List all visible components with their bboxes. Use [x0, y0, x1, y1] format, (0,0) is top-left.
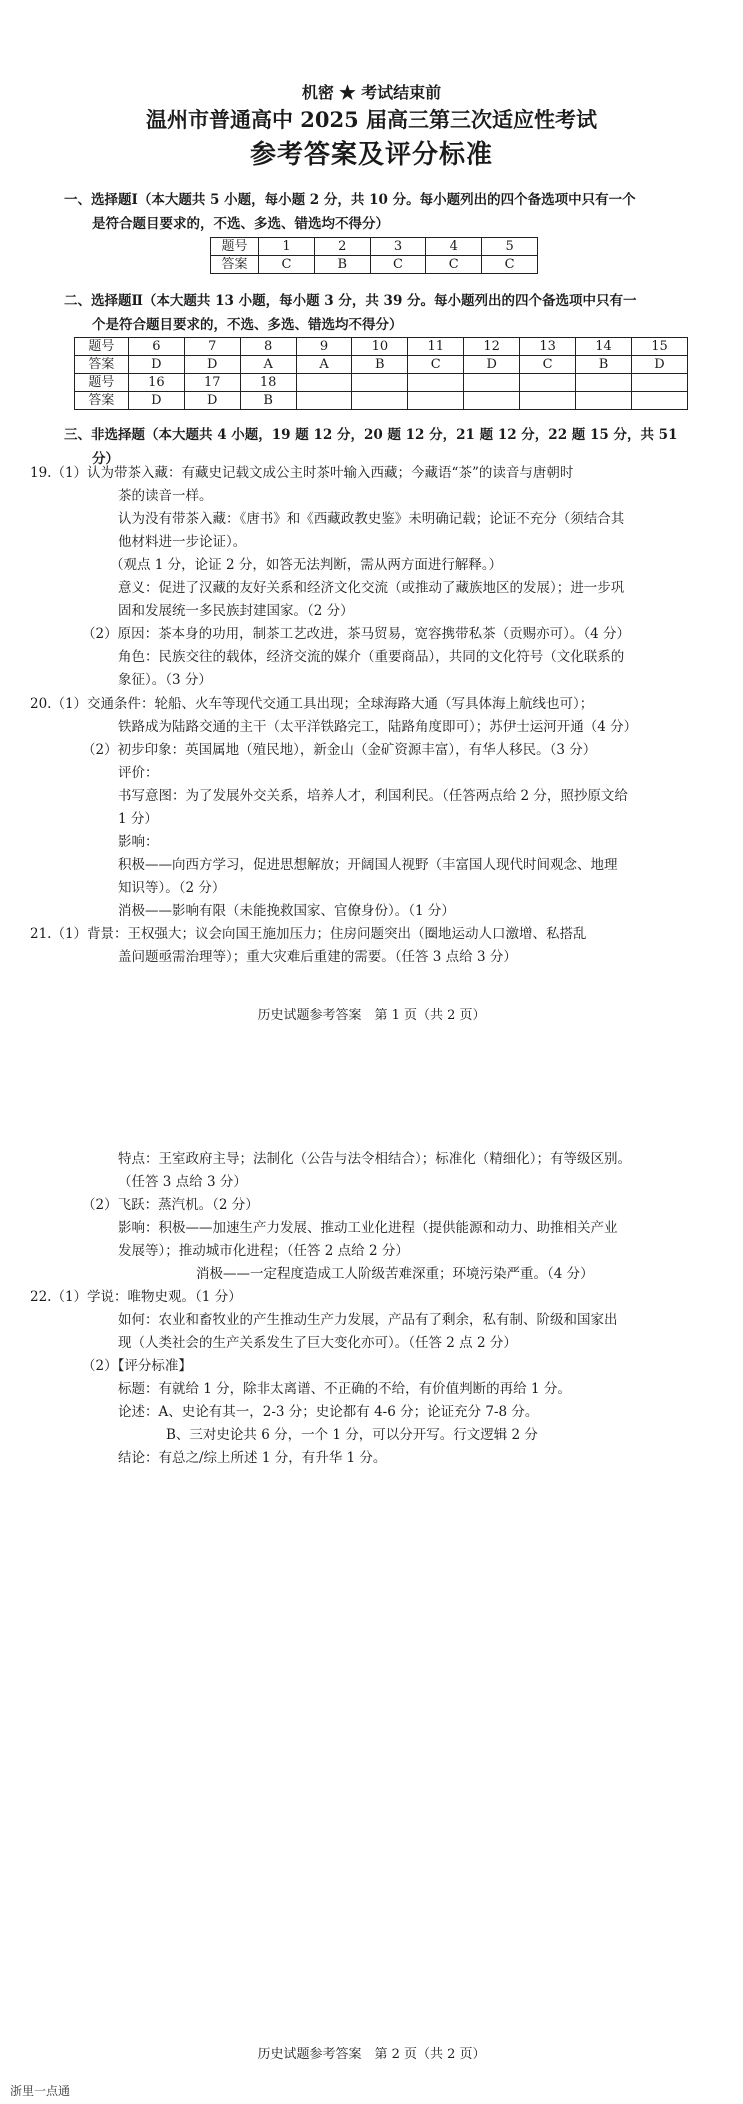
number-cell: 9	[296, 338, 352, 356]
answer-cell: C	[520, 356, 576, 374]
section1-title-cont: 是符合题目要求的，不选、多选、错选均不得分）	[92, 216, 389, 232]
q19-line: 意义：促进了汉藏的友好关系和经济文化交流（或推动了藏族地区的发展）；进一步巩	[118, 580, 625, 596]
header-cell: 答案	[75, 356, 129, 374]
answer-cell: D	[184, 392, 240, 410]
q20-line: 消极——影响有限（未能挽救国家、官僚身份）。（1 分）	[118, 903, 455, 919]
answer-cell: B	[352, 356, 408, 374]
q19-line: （2）原因：茶本身的功用，制茶工艺改进，茶马贸易，宽容携带私茶（贡赐亦可）。（4 分）	[82, 626, 630, 642]
answer-cell: C	[426, 256, 482, 274]
q21-line: 21.（1）背景：王权强大；议会向国王施加压力；住房问题突出（圈地运动人口激增、私搭乱	[30, 926, 587, 942]
q19-line: 茶的读音一样。	[118, 488, 213, 504]
answer-cell: B	[314, 256, 370, 274]
empty-cell	[464, 392, 520, 410]
empty-cell	[631, 392, 687, 410]
section2-heading	[64, 289, 689, 337]
q20-line: 20.（1）交通条件：轮船、火车等现代交通工具出现；全球海路大通（写具体海上航线也可）；	[30, 696, 594, 712]
number-cell: 16	[128, 374, 184, 392]
table-row	[211, 238, 538, 256]
section1-heading	[64, 188, 689, 236]
q21-line: 消极——一定程度造成工人阶级苦难深重；环境污染严重。（4 分）	[196, 1266, 594, 1282]
empty-cell	[520, 392, 576, 410]
header-cell: 题号	[75, 374, 129, 392]
section2-answer-table	[74, 337, 688, 410]
number-cell: 11	[408, 338, 464, 356]
q21-line: 特点：王室政府主导；法制化（公告与法令相结合）；标准化（精细化）；有等级区别。	[118, 1151, 631, 1167]
answer-cell: C	[408, 356, 464, 374]
header-cell: 答案	[211, 256, 259, 274]
number-cell: 6	[128, 338, 184, 356]
answer-cell: C	[370, 256, 426, 274]
empty-cell	[352, 374, 408, 392]
document-title: 参考答案及评分标准	[249, 140, 493, 170]
number-cell: 13	[520, 338, 576, 356]
q19-line: 固和发展统一多民族封建国家。（2 分）	[118, 603, 354, 619]
answer-cell: C	[259, 256, 315, 274]
answer-cell: D	[184, 356, 240, 374]
number-cell: 1	[259, 238, 315, 256]
section1-answer-table	[210, 237, 538, 274]
q19-line: 认为没有带茶入藏：《唐书》和《西藏政教史鉴》未明确记载；论证不充分（须结合其	[118, 511, 625, 527]
q21-line: 盖问题亟需治理等）；重大灾难后重建的需要。（任答 3 点给 3 分）	[118, 949, 517, 965]
q21-line: （2）飞跃：蒸汽机。（2 分）	[82, 1197, 259, 1213]
q20-line: 影响：	[118, 834, 159, 850]
empty-cell	[296, 392, 352, 410]
q19-line: 角色：民族交往的载体，经济交流的媒介（重要商品），共同的文化符号（文化联系的	[118, 649, 625, 665]
q19-line: 19.（1）认为带茶入藏：有藏史记载文成公主时茶叶输入西藏；今藏语“茶”的读音与唐朝时	[30, 465, 574, 481]
q22-line: 22.（1）学说：唯物史观。（1 分）	[30, 1289, 242, 1305]
q20-line: 知识等）。（2 分）	[118, 880, 226, 896]
empty-cell	[408, 374, 464, 392]
number-cell: 17	[184, 374, 240, 392]
table-row	[75, 392, 688, 410]
number-cell: 3	[370, 238, 426, 256]
number-cell: 15	[631, 338, 687, 356]
section3-title-cont: 分）	[92, 451, 119, 467]
q20-line: 书写意图：为了发展外交关系，培养人才，利国利民。（任答两点给 2 分，照抄原文给	[118, 788, 628, 804]
section2-title-cont: 个是符合题目要求的，不选、多选、错选均不得分）	[92, 317, 403, 333]
q20-line: 积极——向西方学习，促进思想解放；开阔国人视野（丰富国人现代时间观念、地理	[118, 857, 618, 873]
answer-cell: D	[128, 356, 184, 374]
exam-title: 温州市普通高中 2025 届高三第三次适应性考试	[145, 107, 598, 132]
q20-line: 1 分）	[118, 811, 158, 827]
number-cell: 4	[426, 238, 482, 256]
table-row	[75, 338, 688, 356]
empty-cell	[631, 374, 687, 392]
number-cell: 14	[576, 338, 632, 356]
page2-footer: 历史试题参考答案 第 2 页（共 2 页）	[257, 2047, 486, 2062]
section2-title: 二、选择题Ⅱ（本大题共 13 小题，每小题 3 分，共 39 分。每小题列出的四个备选项中只有一	[64, 293, 637, 309]
table-row	[75, 374, 688, 392]
answer-cell: D	[128, 392, 184, 410]
q19-line: （观点 1 分，论证 2 分，如答无法判断，需从两方面进行解释。）	[110, 557, 503, 573]
empty-cell	[296, 374, 352, 392]
header-cell: 题号	[211, 238, 259, 256]
answer-cell: B	[240, 392, 296, 410]
number-cell: 8	[240, 338, 296, 356]
section1-title: 一、选择题Ⅰ（本大题共 5 小题，每小题 2 分，共 10 分。每小题列出的四个备选项中只有一个	[64, 192, 636, 208]
q22-line: 现（人类社会的生产关系发生了巨大变化亦可）。（任答 2 点 2 分）	[118, 1335, 517, 1351]
q22-line: B、三对史论共 6 分，一个 1 分，可以分开写。行文逻辑 2 分	[166, 1427, 538, 1443]
empty-cell	[576, 392, 632, 410]
q22-line: 结论：有总之/综上所述 1 分，有升华 1 分。	[118, 1450, 387, 1466]
confidential-label: 机密 ★ 考试结束前	[301, 83, 442, 102]
empty-cell	[408, 392, 464, 410]
number-cell: 5	[482, 238, 538, 256]
q20-line: 评价：	[118, 765, 159, 781]
q22-line: 如何：农业和畜牧业的产生推动生产力发展，产品有了剩余，私有制、阶级和国家出	[118, 1312, 618, 1328]
empty-cell	[576, 374, 632, 392]
q19-line: 象征）。（3 分）	[118, 672, 212, 688]
table-row	[211, 256, 538, 274]
header-cell: 题号	[75, 338, 129, 356]
answer-cell: B	[576, 356, 632, 374]
number-cell: 12	[464, 338, 520, 356]
empty-cell	[464, 374, 520, 392]
q21-line: 发展等）；推动城市化进程；（任答 2 点给 2 分）	[118, 1243, 409, 1259]
table-row	[75, 356, 688, 374]
number-cell: 7	[184, 338, 240, 356]
page1-footer: 历史试题参考答案 第 1 页（共 2 页）	[257, 1008, 486, 1023]
q20-line: （2）初步印象：英国属地（殖民地），新金山（金矿资源丰富），有华人移民。（3 分）	[82, 742, 597, 758]
q22-line: （2）【评分标准】	[82, 1358, 192, 1374]
watermark: 浙里一点通	[10, 2084, 71, 2098]
q21-line: （任答 3 点给 3 分）	[118, 1174, 247, 1190]
q20-line: 铁路成为陆路交通的主干（太平洋铁路完工，陆路角度即可）；苏伊士运河开通（4 分）	[118, 719, 638, 735]
answer-cell: D	[464, 356, 520, 374]
answer-cell: C	[482, 256, 538, 274]
q19-line: 他材料进一步论证）。	[118, 534, 247, 550]
header-cell: 答案	[75, 392, 129, 410]
empty-cell	[520, 374, 576, 392]
q21-line: 影响：积极——加速生产力发展、推动工业化进程（提供能源和动力、助推相关产业	[118, 1220, 618, 1236]
number-cell: 18	[240, 374, 296, 392]
q22-line: 论述：A、史论有其一，2-3 分；史论都有 4-6 分；论证充分 7-8 分。	[118, 1404, 539, 1420]
number-cell: 10	[352, 338, 408, 356]
empty-cell	[352, 392, 408, 410]
answer-cell: A	[240, 356, 296, 374]
answer-cell: D	[631, 356, 687, 374]
section3-title: 三、非选择题（本大题共 4 小题，19 题 12 分，20 题 12 分，21 题 12 分，22 题 15 分，共 51	[64, 427, 678, 443]
number-cell: 2	[314, 238, 370, 256]
q22-line: 标题：有就给 1 分，除非太离谱、不正确的不给，有价值判断的再给 1 分。	[118, 1381, 571, 1397]
answer-cell: A	[296, 356, 352, 374]
